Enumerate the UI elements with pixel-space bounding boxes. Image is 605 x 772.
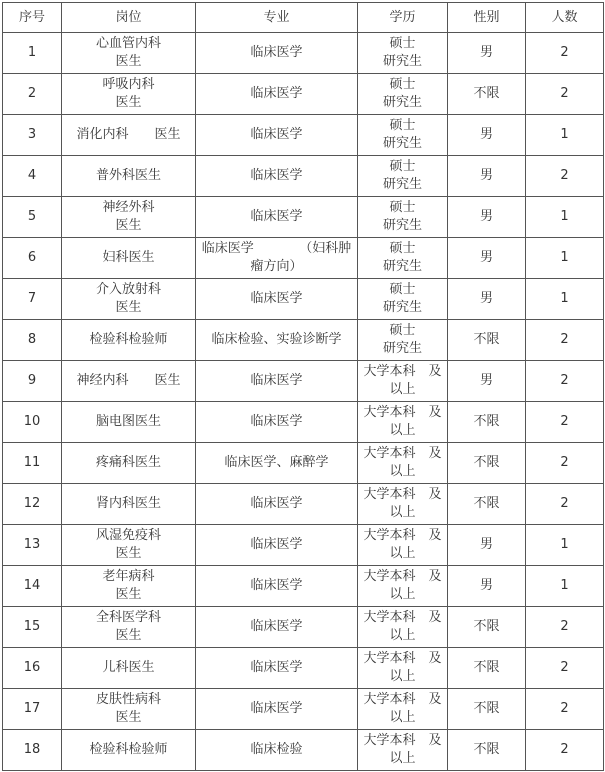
table-row [3, 279, 604, 320]
table-row [3, 689, 604, 730]
table-row [3, 197, 604, 238]
cell-position: 神经内科 医生 [62, 361, 196, 402]
cell-no: 11 [3, 443, 62, 484]
cell-position: 风湿免疫科 医生 [62, 525, 196, 566]
header-position: 岗位 [62, 3, 196, 33]
cell-gender: 不限 [448, 484, 526, 525]
cell-position: 消化内科 医生 [62, 115, 196, 156]
cell-education: 大学本科 及 以上 [358, 484, 448, 525]
header-gender: 性别 [448, 3, 526, 33]
cell-count: 2 [526, 484, 604, 525]
cell-gender: 男 [448, 361, 526, 402]
cell-education: 大学本科 及 以上 [358, 525, 448, 566]
cell-education: 大学本科 及 以上 [358, 566, 448, 607]
cell-position: 心血管内科 医生 [62, 33, 196, 74]
cell-major: 临床医学 [196, 197, 358, 238]
cell-education: 大学本科 及 以上 [358, 730, 448, 771]
table-row [3, 648, 604, 689]
cell-no: 8 [3, 320, 62, 361]
table-row [3, 33, 604, 74]
cell-major: 临床医学 [196, 689, 358, 730]
cell-gender: 不限 [448, 689, 526, 730]
cell-count: 2 [526, 33, 604, 74]
cell-gender: 不限 [448, 730, 526, 771]
table-row [3, 320, 604, 361]
cell-major: 临床检验、实验诊断学 [196, 320, 358, 361]
cell-major: 临床医学 [196, 525, 358, 566]
cell-education: 硕士 研究生 [358, 197, 448, 238]
cell-major: 临床医学 [196, 648, 358, 689]
cell-no: 4 [3, 156, 62, 197]
cell-major: 临床医学 [196, 156, 358, 197]
cell-major: 临床医学 [196, 33, 358, 74]
cell-count: 1 [526, 279, 604, 320]
cell-no: 1 [3, 33, 62, 74]
cell-education: 大学本科 及 以上 [358, 402, 448, 443]
cell-position: 检验科检验师 [62, 730, 196, 771]
cell-major: 临床检验 [196, 730, 358, 771]
cell-major: 临床医学 [196, 279, 358, 320]
cell-count: 2 [526, 74, 604, 115]
cell-major: 临床医学 [196, 115, 358, 156]
cell-position: 脑电图医生 [62, 402, 196, 443]
cell-no: 16 [3, 648, 62, 689]
recruitment-table [2, 2, 604, 771]
cell-major: 临床医学 （妇科肿 瘤方向） [196, 238, 358, 279]
cell-gender: 男 [448, 238, 526, 279]
cell-count: 2 [526, 156, 604, 197]
cell-major: 临床医学 [196, 484, 358, 525]
cell-no: 2 [3, 74, 62, 115]
header-major: 专业 [196, 3, 358, 33]
cell-major: 临床医学 [196, 566, 358, 607]
cell-education: 大学本科 及 以上 [358, 648, 448, 689]
table-row [3, 402, 604, 443]
cell-no: 18 [3, 730, 62, 771]
cell-position: 全科医学科 医生 [62, 607, 196, 648]
cell-gender: 男 [448, 566, 526, 607]
table-row [3, 238, 604, 279]
table-row [3, 115, 604, 156]
cell-no: 12 [3, 484, 62, 525]
cell-count: 2 [526, 730, 604, 771]
cell-no: 5 [3, 197, 62, 238]
table-row [3, 566, 604, 607]
header-count: 人数 [526, 3, 604, 33]
cell-education: 硕士 研究生 [358, 320, 448, 361]
cell-education: 硕士 研究生 [358, 279, 448, 320]
cell-no: 17 [3, 689, 62, 730]
table-row [3, 730, 604, 771]
cell-gender: 不限 [448, 74, 526, 115]
cell-no: 3 [3, 115, 62, 156]
cell-no: 13 [3, 525, 62, 566]
cell-position: 呼吸内科 医生 [62, 74, 196, 115]
cell-position: 介入放射科 医生 [62, 279, 196, 320]
cell-position: 普外科医生 [62, 156, 196, 197]
cell-major: 临床医学 [196, 74, 358, 115]
cell-position: 疼痛科医生 [62, 443, 196, 484]
cell-count: 2 [526, 402, 604, 443]
table-row [3, 74, 604, 115]
cell-count: 1 [526, 238, 604, 279]
cell-count: 2 [526, 361, 604, 402]
cell-count: 2 [526, 320, 604, 361]
cell-position: 老年病科 医生 [62, 566, 196, 607]
table-row [3, 525, 604, 566]
cell-count: 2 [526, 689, 604, 730]
cell-count: 1 [526, 566, 604, 607]
cell-education: 硕士 研究生 [358, 33, 448, 74]
cell-education: 硕士 研究生 [358, 238, 448, 279]
table-body [3, 33, 604, 771]
cell-major: 临床医学 [196, 402, 358, 443]
cell-position: 皮肤性病科 医生 [62, 689, 196, 730]
cell-major: 临床医学 [196, 361, 358, 402]
cell-gender: 不限 [448, 402, 526, 443]
cell-education: 大学本科 及 以上 [358, 361, 448, 402]
cell-gender: 男 [448, 115, 526, 156]
table-row [3, 156, 604, 197]
table-header [3, 3, 604, 33]
cell-count: 2 [526, 607, 604, 648]
header-education: 学历 [358, 3, 448, 33]
cell-count: 2 [526, 648, 604, 689]
cell-position: 肾内科医生 [62, 484, 196, 525]
cell-gender: 男 [448, 279, 526, 320]
cell-education: 大学本科 及 以上 [358, 689, 448, 730]
cell-position: 妇科医生 [62, 238, 196, 279]
cell-gender: 男 [448, 33, 526, 74]
cell-position: 儿科医生 [62, 648, 196, 689]
cell-count: 2 [526, 443, 604, 484]
cell-no: 7 [3, 279, 62, 320]
cell-gender: 不限 [448, 443, 526, 484]
table-row [3, 361, 604, 402]
cell-no: 10 [3, 402, 62, 443]
cell-education: 大学本科 及 以上 [358, 607, 448, 648]
cell-education: 硕士 研究生 [358, 156, 448, 197]
cell-education: 硕士 研究生 [358, 115, 448, 156]
cell-no: 15 [3, 607, 62, 648]
cell-count: 1 [526, 115, 604, 156]
header-no: 序号 [3, 3, 62, 33]
cell-education: 大学本科 及 以上 [358, 443, 448, 484]
cell-no: 9 [3, 361, 62, 402]
table-row [3, 484, 604, 525]
cell-count: 1 [526, 197, 604, 238]
cell-gender: 男 [448, 525, 526, 566]
cell-gender: 不限 [448, 320, 526, 361]
cell-gender: 不限 [448, 607, 526, 648]
table-row [3, 443, 604, 484]
cell-major: 临床医学 [196, 607, 358, 648]
cell-gender: 不限 [448, 648, 526, 689]
cell-position: 检验科检验师 [62, 320, 196, 361]
cell-major: 临床医学、麻醉学 [196, 443, 358, 484]
cell-gender: 男 [448, 156, 526, 197]
cell-education: 硕士 研究生 [358, 74, 448, 115]
cell-no: 14 [3, 566, 62, 607]
table-row [3, 607, 604, 648]
cell-position: 神经外科 医生 [62, 197, 196, 238]
cell-gender: 男 [448, 197, 526, 238]
cell-count: 1 [526, 525, 604, 566]
cell-no: 6 [3, 238, 62, 279]
header-row [3, 3, 604, 33]
